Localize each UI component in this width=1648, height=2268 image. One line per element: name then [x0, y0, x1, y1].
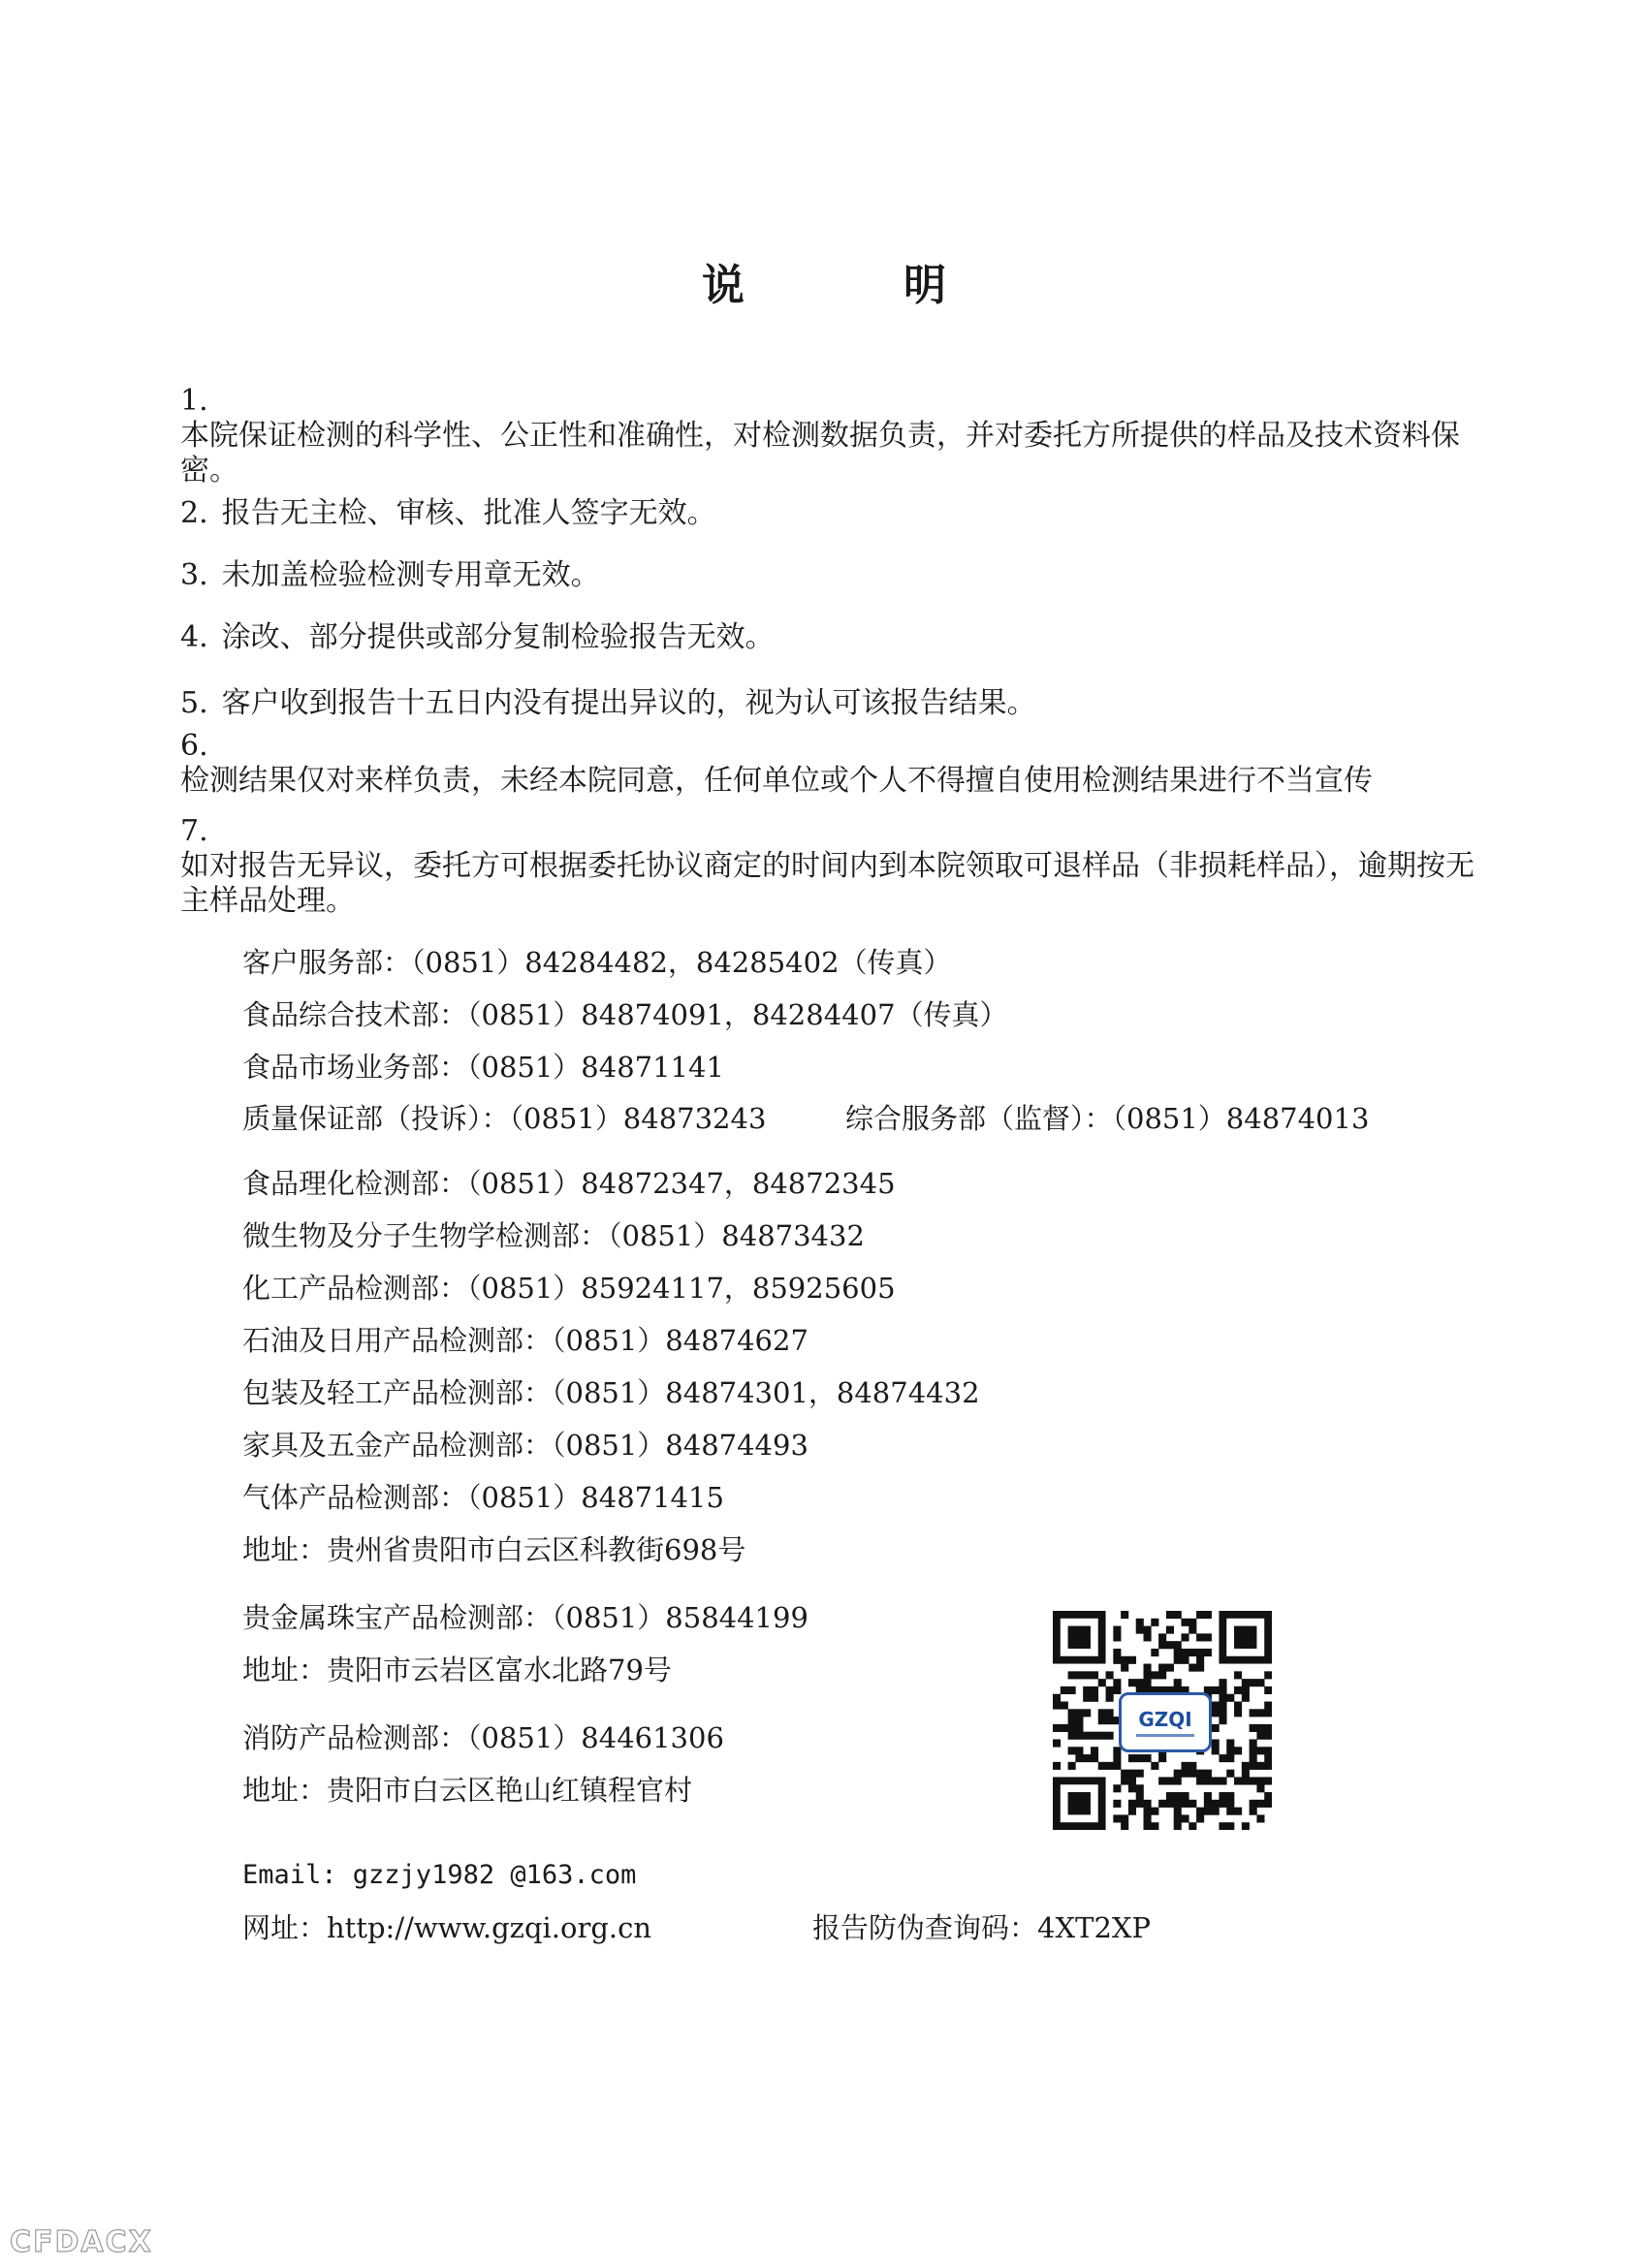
- contact-packaging: 包装及轻工产品检测部：（0851）84874301，84874432: [242, 1376, 980, 1409]
- qr-code[interactable]: [1053, 1611, 1272, 1830]
- contact-precious: 贵金属珠宝产品检测部：（0851）85844199: [242, 1601, 808, 1634]
- contact-furniture: 家具及五金产品检测部：（0851）84874493: [242, 1429, 808, 1462]
- address-precious: 地址：贵阳市云岩区富水北路79号: [242, 1654, 672, 1686]
- note-text: 客户收到报告十五日内没有提出异议的，视为认可该报告结果。: [221, 686, 1036, 720]
- note-4: [180, 620, 775, 655]
- contact-chemical: 化工产品检测部：（0851）85924117，85925605: [242, 1272, 896, 1305]
- contact-food-market: 食品市场业务部：（0851）84871141: [242, 1051, 724, 1084]
- note-text: 本院保证检测的科学性、公正性和准确性，对检测数据负责，并对委托方所提供的样品及技术资料保密。: [180, 419, 1460, 487]
- note-text: 未加盖检验检测专用章无效。: [221, 558, 600, 592]
- note-number: 2.: [180, 496, 208, 530]
- note-number: 5.: [180, 686, 208, 720]
- note-number: 1.: [180, 384, 208, 418]
- qr-logo-text: GZQI: [1138, 1707, 1192, 1731]
- contact-quality: 质量保证部（投诉）：（0851）84873243: [242, 1102, 767, 1135]
- note-number: 4.: [180, 620, 208, 654]
- address-main: 地址：贵州省贵阳市白云区科教街698号: [242, 1533, 746, 1566]
- contact-microbio: 微生物及分子生物学检测部：（0851）84873432: [242, 1219, 865, 1252]
- note-2: [180, 496, 716, 531]
- qr-logo-underline: [1136, 1734, 1194, 1737]
- website-text: 网址：http://www.gzqi.org.cn: [242, 1911, 652, 1944]
- contact-customer-service: 客户服务部：（0851）84284482，84285402（传真）: [242, 946, 952, 979]
- note-7: [180, 814, 1479, 917]
- note-number: 6.: [180, 729, 208, 763]
- note-text: 检测结果仅对来样负责，未经本院同意，任何单位或个人不得擅自使用检测结果进行不当宣传: [180, 764, 1373, 798]
- note-1: [180, 384, 1479, 487]
- note-5: [180, 686, 1036, 721]
- contact-general-service: 综合服务部（监督）：（0851）84874013: [845, 1102, 1370, 1135]
- watermark: CFDACX: [10, 2225, 153, 2259]
- note-6: [180, 729, 1460, 799]
- note-number: 7.: [180, 814, 208, 848]
- anti-fake-code: 报告防伪查询码：4XT2XP: [812, 1911, 1152, 1944]
- contact-gas: 气体产品检测部：（0851）84871415: [242, 1481, 724, 1514]
- note-text: 涂改、部分提供或部分复制检验报告无效。: [221, 620, 775, 654]
- note-3: [180, 558, 600, 593]
- note-number: 3.: [180, 558, 208, 592]
- contact-food-tech: 食品综合技术部：（0851）84874091，84284407（传真）: [242, 998, 1008, 1031]
- address-fire: 地址：贵阳市白云区艳山红镇程官村: [242, 1774, 693, 1807]
- qr-logo: [1119, 1692, 1212, 1752]
- note-text: 如对报告无异议，委托方可根据委托协议商定的时间内到本院领取可退样品（非损耗样品），逾期按无主样品处理。: [180, 849, 1474, 917]
- contact-food-physchem: 食品理化检测部：（0851）84872347，84872345: [242, 1167, 896, 1200]
- note-text: 报告无主检、审核、批准人签字无效。: [221, 496, 716, 530]
- page-title: 说 明: [702, 261, 1004, 310]
- email-text: Email: gzzjy1982 @163.com: [242, 1860, 637, 1890]
- contact-fire: 消防产品检测部：（0851）84461306: [242, 1721, 724, 1754]
- contact-petroleum: 石油及日用产品检测部：（0851）84874627: [242, 1324, 808, 1357]
